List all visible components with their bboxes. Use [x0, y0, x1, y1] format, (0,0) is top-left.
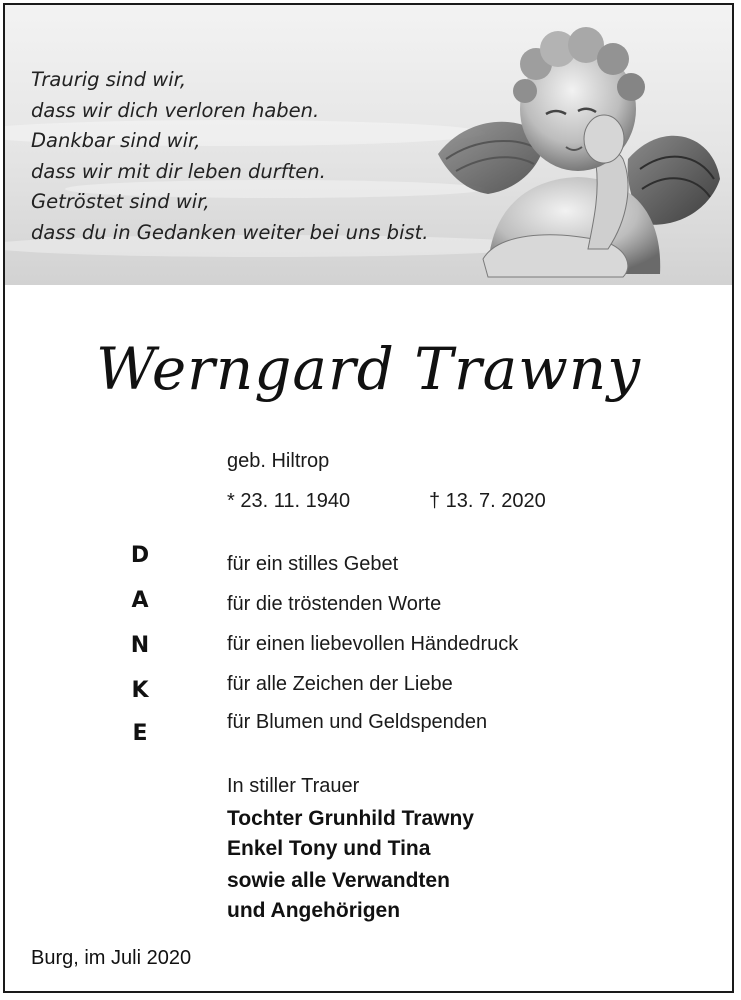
maiden-name: geb. Hiltrop — [227, 450, 330, 472]
poem — [31, 65, 428, 248]
birth-date: * 23. 11. 1940 — [227, 490, 351, 512]
mourning-intro: In stiller Trauer — [227, 775, 360, 797]
danke-letter: N — [130, 633, 150, 658]
danke-letter: K — [131, 678, 149, 703]
obituary-card — [3, 3, 734, 993]
thanks-line: für Blumen und Geldspenden — [227, 711, 488, 733]
poem-line: Traurig sind wir, — [31, 68, 187, 91]
danke-letter: A — [131, 588, 149, 613]
thanks-line: für die tröstenden Worte — [227, 593, 442, 615]
mourner-line: Tochter Grunhild Trawny — [227, 807, 474, 830]
mourner-line: sowie alle Verwandten — [227, 869, 450, 892]
mourner-line: Enkel Tony und Tina — [227, 837, 431, 860]
danke-letter: E — [132, 721, 148, 746]
place-date: Burg, im Juli 2020 — [31, 947, 192, 969]
cherub-photo-banner — [5, 5, 732, 285]
poem-line: dass wir mit dir leben durften. — [31, 159, 326, 183]
death-date: † 13. 7. 2020 — [429, 490, 546, 512]
thanks-line: für alle Zeichen der Liebe — [227, 673, 453, 695]
deceased-name: Werngard Trawny — [95, 335, 642, 403]
mourner-line: und Angehörigen — [227, 899, 401, 922]
thanks-line: für einen liebevollen Händedruck — [227, 633, 519, 655]
thanks-line: für ein stilles Gebet — [227, 553, 399, 575]
poem-line: Getröstet sind wir, — [31, 190, 210, 213]
cherub-figure — [428, 19, 728, 281]
danke-letter: D — [130, 543, 150, 568]
poem-line: dass wir dich verloren haben. — [31, 98, 320, 122]
poem-line: Dankbar sind wir, — [31, 129, 201, 152]
poem-line: dass du in Gedanken weiter bei uns bist. — [31, 220, 429, 244]
